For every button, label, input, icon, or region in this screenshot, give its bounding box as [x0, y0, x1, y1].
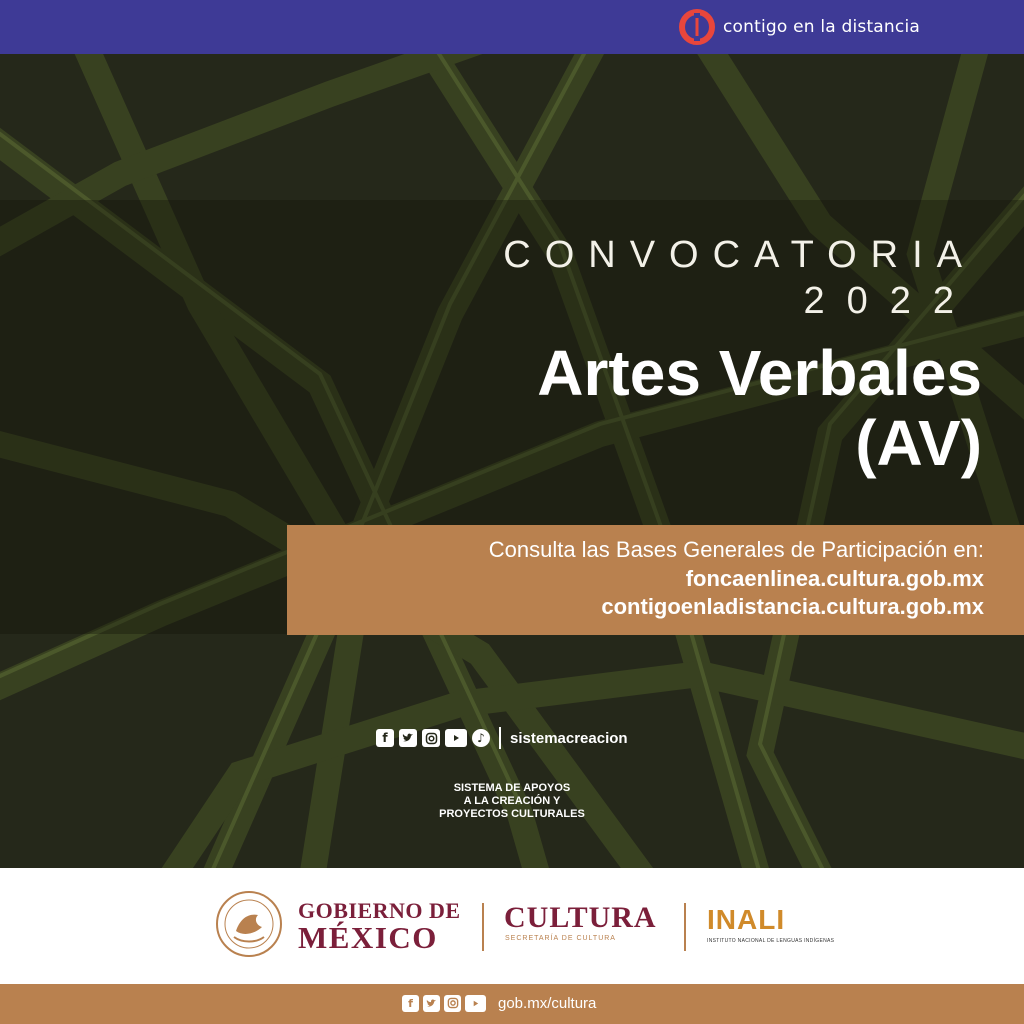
- social-handle[interactable]: sistemacreacion: [510, 729, 628, 747]
- instagram-icon[interactable]: [444, 995, 461, 1012]
- system-name-line-3: PROYECTOS CULTURALES: [439, 808, 585, 820]
- cultura-logo-line-2: SECRETARÍA DE CULTURA: [505, 935, 616, 942]
- fonca-link[interactable]: foncaenlinea.cultura.gob.mx: [685, 566, 984, 591]
- twitter-icon[interactable]: [423, 995, 440, 1012]
- year-heading: 2022: [803, 280, 976, 322]
- convocatoria-heading: CONVOCATORIA: [503, 234, 976, 276]
- inali-logo-line-1: [707, 904, 785, 936]
- inali-logo-line-2: INSTITUTO NACIONAL DE LENGUAS INDÍGENAS: [707, 938, 835, 944]
- system-name: [412, 782, 612, 821]
- cultura-url-link[interactable]: gob.mx/cultura: [498, 994, 597, 1012]
- facebook-icon[interactable]: f: [402, 995, 419, 1012]
- page-title: [282, 338, 982, 478]
- cultura-logo-line-1: CULTURA: [504, 901, 657, 934]
- gobierno-logo-line-1: GOBIERNO DE: [298, 898, 461, 923]
- title-line-2: (AV): [855, 407, 982, 479]
- top-bar: [0, 0, 1024, 54]
- youtube-icon[interactable]: [465, 995, 486, 1012]
- inali-logo-text: INALI: [707, 904, 786, 935]
- youtube-icon[interactable]: [445, 729, 467, 747]
- info-text: Consulta las Bases Generales de Participación en:: [488, 537, 984, 562]
- social-row: [376, 727, 628, 749]
- social-divider: [499, 727, 501, 749]
- twitter-icon[interactable]: [399, 729, 417, 747]
- system-name-line-1: SISTEMA DE APOYOS: [453, 782, 571, 794]
- mexico-seal-icon: [214, 889, 284, 959]
- contigo-logo-text: contigo en la distancia: [722, 17, 920, 37]
- contigo-logo[interactable]: [679, 8, 920, 46]
- contigo-logo-icon: [679, 9, 715, 45]
- instagram-icon[interactable]: [422, 729, 440, 747]
- contigo-link[interactable]: contigoenladistancia.cultura.gob.mx: [601, 594, 984, 619]
- logo-divider: [482, 903, 484, 951]
- bottom-social-row: [402, 993, 596, 1013]
- system-name-line-2: A LA CREACIÓN Y: [463, 795, 561, 807]
- tiktok-icon[interactable]: ♪: [472, 729, 490, 747]
- facebook-icon[interactable]: f: [376, 729, 394, 747]
- gobierno-logo-line-2: MÉXICO: [298, 920, 438, 955]
- logo-divider: [684, 903, 686, 951]
- title-line-1: Artes Verbales: [537, 337, 982, 409]
- info-box: [287, 525, 1024, 635]
